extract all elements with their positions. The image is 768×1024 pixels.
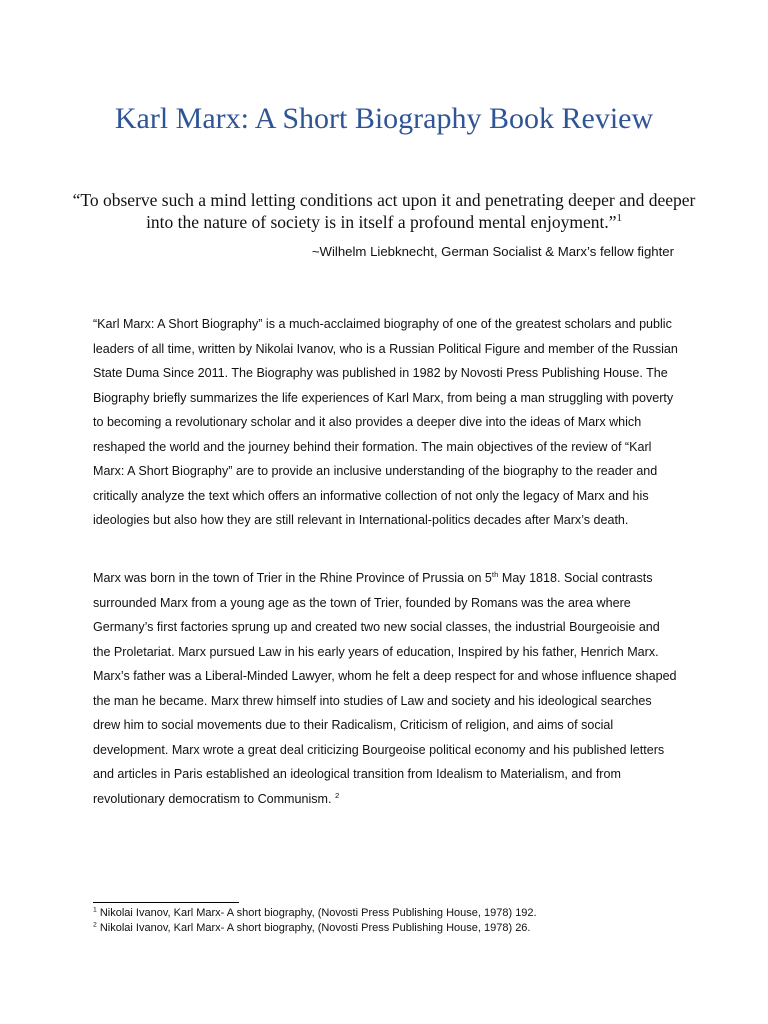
footnote-1 <box>93 906 537 921</box>
epigraph-attribution: ~Wilhelm Liebknecht, German Socialist & Marx’s fellow fighter <box>311 244 674 259</box>
epigraph-text: “To observe such a mind letting conditions act upon it and penetrating deeper and deeper into the nature of society is in itself a profound mental enjoyment.” <box>72 190 696 232</box>
paragraph-2-text-a: Marx was born in the town of Trier in the Rhine Province of Prussia on 5 <box>93 571 492 585</box>
epigraph-quote <box>60 189 708 233</box>
page-title: Karl Marx: A Short Biography Book Review <box>114 102 654 135</box>
ordinal-suffix: th <box>491 569 499 579</box>
footnote-separator <box>93 902 239 903</box>
footnote-2 <box>93 921 530 936</box>
body-paragraph-1: “Karl Marx: A Short Biography” is a much-acclaimed biography of one of the greatest scholars and public leaders of all time, written by Nikolai Ivanov, who is a Russian Political Figure and member of the Russian State Duma Since 2011. The Biography was published in 1982 by Novosti Press Publishing House. The Biography briefly summarizes the life experiences of Karl Marx, from being a man struggling with poverty to becoming a revolutionary scholar and it also provides a deeper dive into the ideas of Marx which reshaped the world and the journey behind their formation. The main objectives of the review of “Karl Marx: A Short Biography” are to provide an inclusive understanding of the biography to the reader and critically analyze the text which offers an informative collection of not only the legacy of Marx and his ideologies but also how they are still relevant in International-politics decades after Marx’s death. <box>93 317 678 527</box>
footnote-2-text: Nikolai Ivanov, Karl Marx- A short biography, (Novosti Press Publishing House, 1978) 26. <box>96 922 531 934</box>
footnote-ref-2: 2 <box>334 790 340 800</box>
footnote-1-text: Nikolai Ivanov, Karl Marx- A short biography, (Novosti Press Publishing House, 1978) 192. <box>96 907 537 919</box>
body-paragraph-2 <box>93 566 678 811</box>
footnote-2-number: 2 <box>93 921 97 929</box>
footnote-1-number: 1 <box>93 906 97 914</box>
footnote-ref-1: 1 <box>616 212 622 225</box>
paragraph-2-text-b: May 1818. Social contrasts surrounded Marx from a young age as the town of Trier, founded by Romans was the area where Germany’s first factories sprung up and created two new social classes, the industrial Bourgeoisie and the Proletariat. Marx pursued Law in his early years of education, Inspired by his father, Henrich Marx. Marx’s father was a Liberal-Minded Lawyer, whom he felt a deep respect for and whose influence shaped the man he became. Marx threw himself into studies of Law and society and his ideological searches drew him to social movements due to their Radicalism, Criticism of religion, and aims of social development. Marx wrote a great deal criticizing Bourgeoise political economy and his published letters and articles in Paris established an ideological transition from Idealism to Materialism, and from revolutionary democratism to Communism. <box>93 571 677 806</box>
